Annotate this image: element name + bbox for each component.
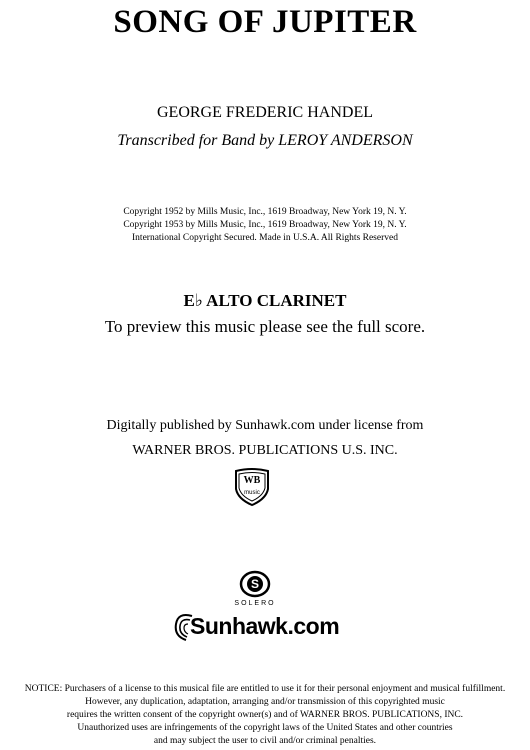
preview-note: To preview this music please see the full score.	[104, 317, 426, 336]
transcription-credit: Transcribed for Band by LEROY ANDERSON	[117, 132, 413, 149]
solero-logo-letter: S	[250, 577, 260, 591]
instrument-name: E♭ ALTO CLARINET	[183, 291, 347, 310]
notice-line: However, any duplication, adaptation, arranging and/or transmission of this copyrighted music	[85, 697, 445, 707]
copyright-line: Copyright 1953 by Mills Music, Inc., 1619 Broadway, New York 19, N. Y.	[123, 220, 407, 230]
page-title: SONG OF JUPITER	[113, 4, 417, 40]
copyright-line: International Copyright Secured. Made in U.S.A. All Rights Reserved	[132, 233, 398, 243]
warner-bros-shield-icon	[232, 467, 272, 507]
svg-text:WB: WB	[243, 475, 261, 486]
notice-line: Unauthorized uses are infringements of the copyright laws of the United States and other countries	[77, 723, 453, 733]
notice-line: NOTICE: Purchasers of a license to this musical file are entitled to use it for their personal enjoyment and musical fulfillment.	[24, 684, 506, 694]
publisher-name: WARNER BROS. PUBLICATIONS U.S. INC.	[132, 443, 398, 458]
copyright-line: Copyright 1952 by Mills Music, Inc., 1619 Broadway, New York 19, N. Y.	[123, 207, 407, 217]
sunhawk-logo	[170, 610, 370, 650]
notice-line: requires the written consent of the copyright owner(s) and of WARNER BROS. PUBLICATIONS, INC.	[66, 710, 464, 720]
notice-line: and may subject the user to civil and/or criminal penalties.	[153, 736, 377, 746]
sunhawk-logo-text: Sunhawk.com	[190, 613, 340, 639]
solero-logo-text: SOLERO	[234, 600, 276, 607]
publisher-line: Digitally published by Sunhawk.com under license from	[106, 418, 424, 433]
solero-logo-icon	[224, 570, 286, 608]
wb-logo-text: music	[244, 490, 260, 496]
composer-name: GEORGE FREDERIC HANDEL	[157, 104, 373, 121]
